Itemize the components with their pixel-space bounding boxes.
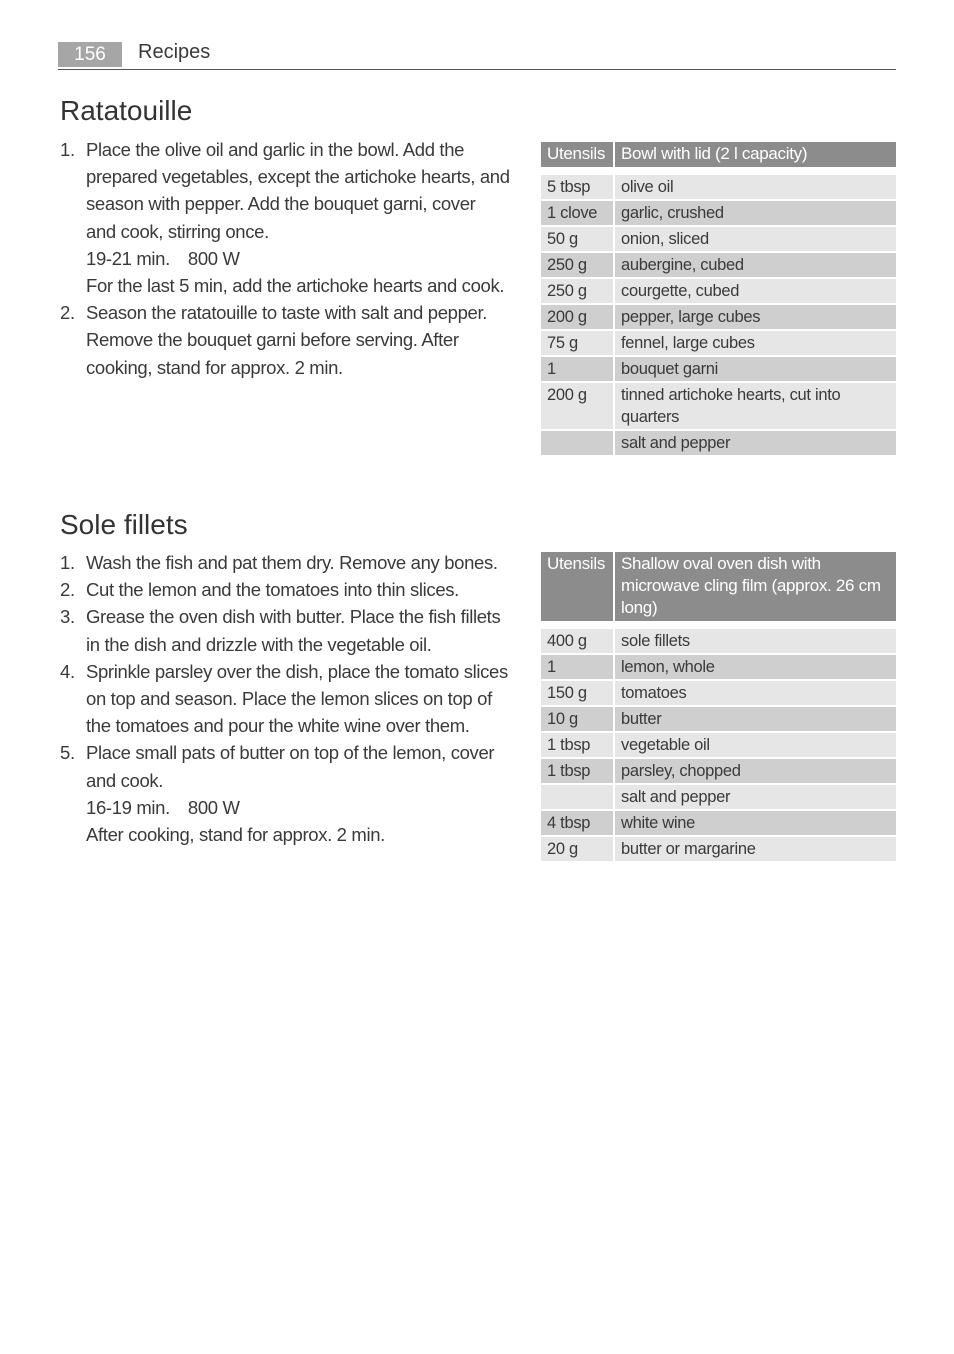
- cooking-duration: 16-19 min.: [86, 796, 170, 818]
- ingredient-row: [541, 201, 896, 225]
- ingredient-qty: 200 g: [541, 383, 615, 429]
- ingredient-item: salt and pepper: [615, 785, 896, 809]
- ingredient-row: [541, 811, 896, 835]
- ingredient-item: olive oil: [615, 175, 896, 199]
- ingredient-qty: 1: [541, 655, 615, 679]
- ingredient-item: onion, sliced: [615, 227, 896, 251]
- ingredient-row: [541, 331, 896, 355]
- utensils-value: Bowl with lid (2 l capacity): [615, 142, 896, 167]
- ingredient-qty: 50 g: [541, 227, 615, 251]
- ingredient-row: [541, 175, 896, 199]
- ingredient-row: [541, 629, 896, 653]
- utensils-row: [541, 552, 896, 621]
- ingredient-qty: 1: [541, 357, 615, 381]
- recipe-steps: [60, 136, 510, 381]
- ingredient-row: [541, 681, 896, 705]
- ingredient-qty: 75 g: [541, 331, 615, 355]
- ingredient-item: parsley, chopped: [615, 759, 896, 783]
- step-number: 1.: [60, 139, 75, 160]
- ingredient-qty: 1 clove: [541, 201, 615, 225]
- cooking-power: 800 W: [187, 796, 240, 818]
- ingredients-table: [541, 550, 896, 863]
- ingredient-row: [541, 305, 896, 329]
- ingredient-row: [541, 357, 896, 381]
- cooking-time: [86, 794, 510, 821]
- ingredient-row: [541, 707, 896, 731]
- ingredient-row: [541, 279, 896, 303]
- step-text: Wash the fish and pat them dry. Remove any bones.: [86, 552, 498, 573]
- page-header: [58, 40, 896, 70]
- step-text: Sprinkle parsley over the dish, place the tomato slices on top and season. Place the lemon slices on top of the tomatoes and pour the white wine over them.: [86, 660, 508, 737]
- ingredient-item: fennel, large cubes: [615, 331, 896, 355]
- step-note: After cooking, stand for approx. 2 min.: [86, 824, 385, 846]
- ingredient-item: tomatoes: [615, 681, 896, 705]
- ingredient-item: aubergine, cubed: [615, 253, 896, 277]
- step: [60, 658, 510, 740]
- ingredient-row: [541, 227, 896, 251]
- step-number: 2.: [60, 302, 75, 324]
- step-number: 1.: [60, 552, 75, 573]
- ingredient-qty: 250 g: [541, 279, 615, 303]
- step-number: 3.: [60, 606, 75, 628]
- utensils-value: Shallow oval oven dish with microwave cling film (approx. 26 cm long): [615, 552, 896, 621]
- section-name: Recipes: [138, 41, 211, 63]
- ingredient-row: [541, 733, 896, 757]
- ingredient-item: sole fillets: [615, 629, 896, 653]
- cooking-power: 800 W: [187, 247, 240, 269]
- ingredient-item: bouquet garni: [615, 357, 896, 381]
- step-text: Place small pats of butter on top of the lemon, cover and cook.: [86, 742, 495, 791]
- ingredient-row: [541, 759, 896, 783]
- step-number: 5.: [60, 742, 75, 764]
- recipe-title: Sole fillets: [60, 509, 188, 540]
- utensils-label: Utensils: [541, 552, 615, 621]
- ingredient-qty: 1 tbsp: [541, 759, 615, 783]
- ingredient-row: [541, 655, 896, 679]
- step-text: Cut the lemon and the tomatoes into thin slices.: [86, 579, 459, 601]
- ingredient-qty: 4 tbsp: [541, 811, 615, 835]
- cooking-time: [86, 245, 510, 272]
- ingredient-item: butter or margarine: [615, 837, 896, 861]
- step: [60, 549, 510, 576]
- ingredient-qty: [541, 785, 615, 809]
- ingredients-table: [541, 140, 896, 457]
- ingredient-item: garlic, crushed: [615, 201, 896, 225]
- step-number: 2.: [60, 579, 75, 601]
- ingredient-item: tinned artichoke hearts, cut into quarters: [615, 383, 896, 429]
- ingredient-row: [541, 785, 896, 809]
- ingredient-qty: 5 tbsp: [541, 175, 615, 199]
- ingredient-qty: 10 g: [541, 707, 615, 731]
- step-text: Season the ratatouille to taste with salt and pepper. Remove the bouquet garni before serving. After cooking, stand for approx. 2 min.: [86, 302, 488, 378]
- step-text: Grease the oven dish with butter. Place the fish fillets in the dish and drizzle with the vegetable oil.: [86, 606, 501, 655]
- step-text: Place the olive oil and garlic in the bowl. Add the prepared vegetables, except the artichoke hearts, and season with pepper. Add the bouquet garni, cover and cook, stirring once.: [86, 139, 510, 242]
- step: [60, 739, 510, 848]
- page-number: 156: [58, 42, 122, 67]
- utensils-label: Utensils: [541, 142, 615, 167]
- step: [60, 576, 510, 603]
- ingredient-item: courgette, cubed: [615, 279, 896, 303]
- ingredient-item: salt and pepper: [615, 431, 896, 455]
- ingredient-qty: 200 g: [541, 305, 615, 329]
- cooking-duration: 19-21 min.: [86, 247, 170, 269]
- ingredient-qty: 400 g: [541, 629, 615, 653]
- recipe-title: Ratatouille: [60, 95, 193, 126]
- ingredient-row: [541, 837, 896, 861]
- ingredient-qty: 1 tbsp: [541, 733, 615, 757]
- ingredient-item: lemon, whole: [615, 655, 896, 679]
- step: [60, 299, 510, 381]
- ingredient-row: [541, 383, 896, 429]
- ingredient-qty: 20 g: [541, 837, 615, 861]
- ingredient-item: pepper, large cubes: [615, 305, 896, 329]
- ingredient-qty: [541, 431, 615, 455]
- step: [60, 603, 510, 657]
- step-number: 4.: [60, 660, 75, 682]
- ingredient-qty: 250 g: [541, 253, 615, 277]
- ingredient-row: [541, 253, 896, 277]
- ingredient-item: butter: [615, 707, 896, 731]
- ingredient-item: white wine: [615, 811, 896, 835]
- ingredient-item: vegetable oil: [615, 733, 896, 757]
- recipe-steps: [60, 549, 510, 848]
- step-note: For the last 5 min, add the artichoke hearts and cook.: [86, 275, 505, 297]
- ingredient-row: [541, 431, 896, 455]
- utensils-row: [541, 142, 896, 167]
- ingredient-qty: 150 g: [541, 681, 615, 705]
- step: [60, 136, 510, 299]
